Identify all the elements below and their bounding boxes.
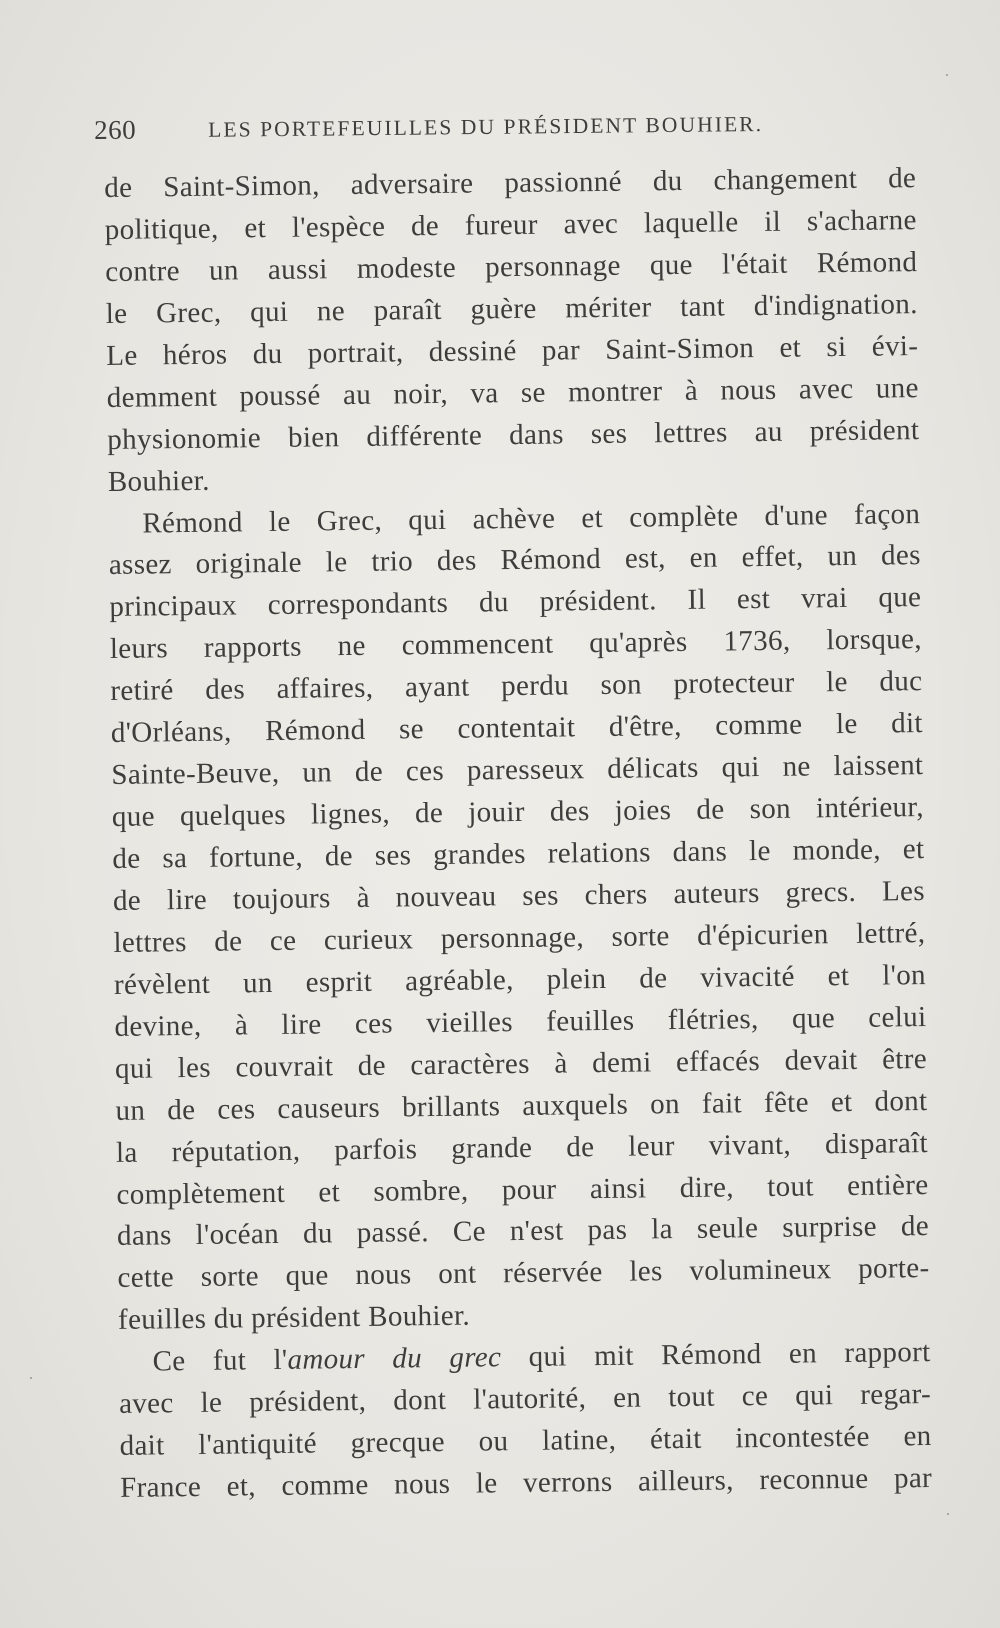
text-line: feuilles du président Bouhier.	[117, 1299, 471, 1337]
page-number: 260	[94, 114, 137, 145]
text-line: demment poussé au noir, va se montrer à nous avec une	[106, 371, 919, 414]
text-line: Le héros du portrait, dessiné par Saint-Simon et si évi-	[106, 329, 919, 372]
text-line: assez originale le trio des Rémond est, en effet, un des	[108, 539, 921, 582]
text-line: de sa fortune, de ses grandes relations dans le monde, et	[112, 833, 925, 875]
page-header	[94, 106, 914, 155]
text-line: dait l'antiquité grecque ou latine, était incontestée en	[119, 1420, 932, 1463]
running-title: LES PORTEFEUILLES DU PRÉSIDENT BOUHIER.	[208, 111, 764, 142]
text-line: principaux correspondants du président. Il est vrai que	[109, 581, 922, 624]
text-line: que quelques lignes, de jouir des joies de son intérieur,	[111, 791, 925, 834]
text-line: leurs rapports ne commencent qu'après 1736, lorsque,	[109, 623, 923, 666]
text-line: de Saint-Simon, adversaire passionné du changement de	[104, 162, 917, 204]
italic-phrase: amour du grec	[287, 1341, 502, 1377]
paper-speck	[946, 74, 948, 76]
text-line: révèlent un esprit agréable, plein de vivacité et l'on	[113, 958, 927, 1001]
text-line: cette sorte que nous ont réservée les volumineux porte-	[117, 1252, 930, 1295]
text-line: lettres de ce curieux personnage, sorte d'épicurien lettré,	[113, 916, 926, 959]
text-line: de lire toujours à nouveau ses chers auteurs grecs. Les	[112, 874, 926, 917]
text-line: d'Orléans, Rémond se contentait d'être, comme le dit	[110, 707, 924, 750]
text-line: avec le président, dont l'autorité, en tout ce qui regar-	[118, 1378, 932, 1421]
text-line: le Grec, qui ne paraît guère mériter tant d'indignation.	[105, 287, 918, 330]
text-line: contre un aussi modeste personnage que l'était Rémond	[105, 245, 918, 288]
text-line: la réputation, parfois grande de leur vivant, disparaît	[115, 1126, 929, 1169]
text-line: qui les couvrait de caractères à demi effacés devait être	[114, 1042, 928, 1085]
paper-speck	[947, 1513, 949, 1515]
text-line: devine, à lire ces vieilles feuilles flétries, que celui	[114, 1000, 927, 1043]
text-line: complètement et sombre, pour ainsi dire, tout entière	[116, 1168, 929, 1211]
text-line: dans l'océan du passé. Ce n'est pas la seule surprise de	[116, 1210, 930, 1253]
text-line: retiré des affaires, ayant perdu son protecteur le duc	[110, 665, 923, 708]
text-run: Ce fut l'	[152, 1344, 288, 1378]
text-line: politique, et l'espèce de fureur avec laquelle il s'acharne	[104, 204, 917, 246]
text-line: physionomie bien différente dans ses lettres au président	[107, 413, 920, 456]
text-line: un de ces causeurs brillants auxquels on fait fête et dont	[115, 1084, 928, 1127]
text-line: Rémond le Grec, qui achève et complète d'une façon	[142, 497, 921, 540]
text-line: France et, comme nous le verrons ailleurs, reconnue par	[119, 1462, 933, 1504]
paper-speck	[30, 1377, 32, 1379]
body-text	[104, 158, 932, 1510]
text-line: Bouhier.	[107, 464, 210, 498]
text-run: qui mit Rémond en rapport	[501, 1336, 931, 1374]
text-line: Sainte-Beuve, un de ces paresseux délicats qui ne laissent	[111, 749, 924, 792]
